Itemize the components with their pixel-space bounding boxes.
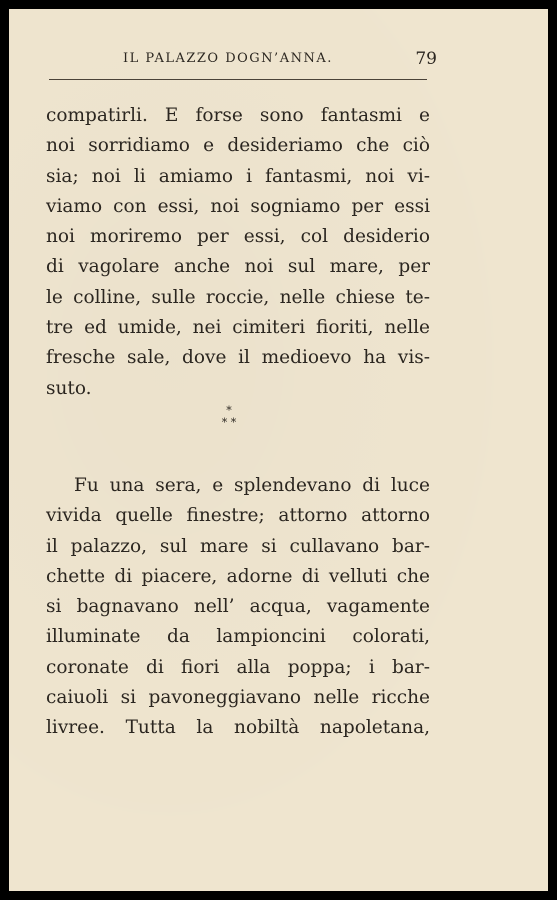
- text-line: noi sorridiamo e desideriamo che ciò: [46, 135, 430, 157]
- text-line: illuminate da lampioncini colorati,: [46, 626, 430, 648]
- text-line: coronate di fiori alla poppa; i bar-: [46, 656, 430, 678]
- text-line: caiuoli si pavoneggiavano nelle ricche: [46, 687, 430, 709]
- text-line: noi moriremo per essi, col desiderio: [46, 226, 430, 248]
- paragraph-1: [46, 101, 430, 404]
- text-line: si bagnavano nell’ acqua, vagamente: [46, 596, 430, 618]
- text-line: suto.: [46, 377, 92, 399]
- page-header: [49, 49, 437, 73]
- book-page: [9, 9, 548, 891]
- text-line: Fu una sera, e splendevano di luce: [74, 475, 430, 496]
- text-line: fresche sale, dove il medioevo ha vis-: [46, 347, 430, 369]
- text-line: le colline, sulle roccie, nelle chiese te-: [46, 286, 430, 308]
- text-line: compatirli. E forse sono fantasmi e: [46, 105, 430, 126]
- text-line: viamo con essi, noi sogniamo per essi: [46, 195, 430, 217]
- page-number: 79: [415, 49, 437, 69]
- paragraph-2: [46, 471, 430, 744]
- text-line: chette di piacere, adorne di velluti che: [46, 565, 430, 587]
- text-line: di vagolare anche noi sul mare, per: [46, 256, 430, 278]
- text-line: il palazzo, sul mare si cullavano bar-: [46, 535, 430, 557]
- section-break-asterism: [214, 405, 244, 437]
- running-head: IL PALAZZO DOGN’ANNA.: [123, 51, 333, 66]
- header-rule: [49, 79, 427, 80]
- text-line: vivida quelle finestre; attorno attorno: [46, 505, 430, 527]
- text-line: tre ed umide, nei cimiteri fioriti, nelle: [46, 317, 430, 339]
- asterism-top: *: [226, 404, 232, 417]
- text-line: sia; noi li amiamo i fantasmi, noi vi-: [46, 165, 430, 187]
- asterism-bottom: * *: [221, 416, 237, 429]
- text-line: livree. Tutta la nobiltà napoletana,: [46, 717, 430, 739]
